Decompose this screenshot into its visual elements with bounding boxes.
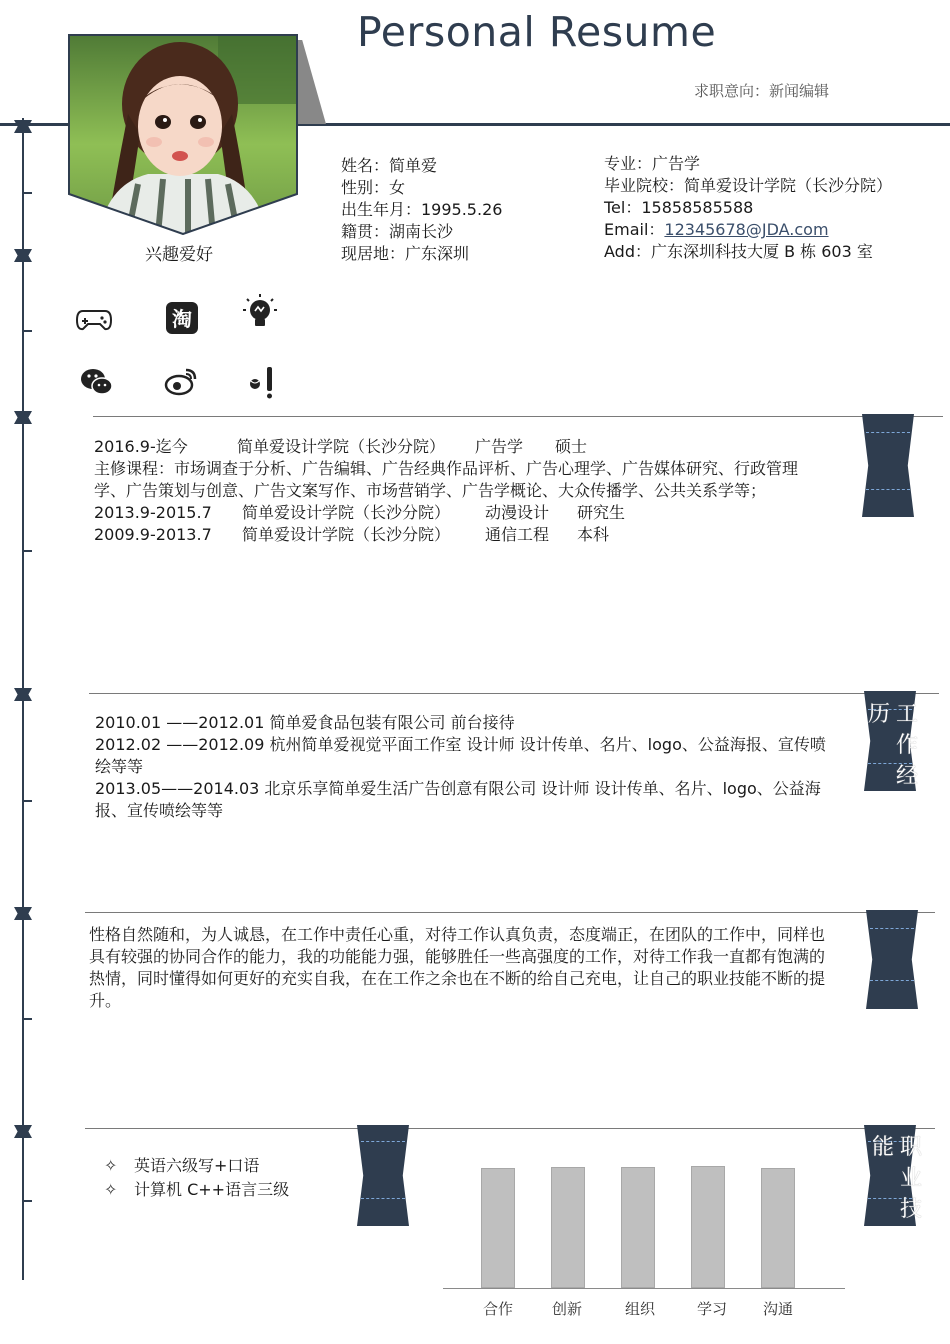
info-name: 姓名：简单爱 xyxy=(341,156,438,175)
work-entry: 2010.01 ——2012.01 简单爱食品包装有限公司 前台接待 xyxy=(95,713,515,732)
skill-label: 英语六级写+口语 xyxy=(134,1156,260,1175)
info-residence: 现居地：广东深圳 xyxy=(341,244,470,263)
skills-banner-char: 技 xyxy=(900,1197,923,1222)
chart-category-label: 学习 xyxy=(696,1300,727,1318)
work-banner-side-char: 历 xyxy=(868,702,891,727)
self-evaluation-banner xyxy=(866,910,918,1009)
info-email xyxy=(604,219,892,241)
profile-photo xyxy=(68,34,298,235)
skills-list xyxy=(104,1154,289,1202)
gamepad-icon xyxy=(75,300,113,338)
timeline-tick xyxy=(22,330,32,332)
job-intent: 求职意向：新闻编辑 xyxy=(694,82,830,100)
section-divider xyxy=(85,1128,935,1129)
timeline-tick xyxy=(22,1018,32,1020)
page-title: Personal Resume xyxy=(357,8,717,56)
education-row xyxy=(94,436,822,458)
info-gender: 性别：女 xyxy=(341,178,406,197)
education-courses: 主修课程：市场调查于分析、广告编辑、广告经典作品评析、广告心理学、广告媒体研究、行政管理学、广告策划与创意、广告文案写作、市场营销学、广告学概论、大众传播学、公共关系学等； xyxy=(94,459,799,500)
education-period: 2016.9-迄今 xyxy=(94,437,188,456)
education-row xyxy=(94,502,822,524)
education-section xyxy=(94,436,822,546)
skills-banner-char: 业 xyxy=(900,1166,923,1191)
education-period: 2009.9-2013.7 xyxy=(94,525,212,544)
basic-info-left xyxy=(341,155,502,265)
skill-bullet: ✧ xyxy=(104,1180,118,1199)
section-divider xyxy=(85,912,935,913)
education-major: 通信工程 xyxy=(485,525,550,544)
info-school: 毕业院校：简单爱设计学院（长沙分院） xyxy=(604,176,893,195)
chart-category-label: 创新 xyxy=(551,1300,582,1318)
skills-banner-left xyxy=(357,1125,409,1226)
timeline-marker xyxy=(14,688,32,701)
education-major: 动漫设计 xyxy=(485,503,550,522)
basic-info-right xyxy=(604,153,892,263)
sports-icon xyxy=(245,363,283,401)
education-row xyxy=(94,524,822,546)
info-address: Add：广东深圳科技大厦 B 栋 603 室 xyxy=(604,242,873,261)
timeline-marker xyxy=(14,249,32,262)
education-school: 简单爱设计学院（长沙分院） xyxy=(242,525,451,544)
section-divider xyxy=(89,693,939,694)
chart-category-label: 组织 xyxy=(624,1300,655,1318)
lightbulb-icon xyxy=(241,293,279,331)
work-banner-char: 作 xyxy=(896,733,919,758)
education-degree: 本科 xyxy=(577,525,610,544)
education-degree: 硕士 xyxy=(555,437,588,456)
chart-bar xyxy=(621,1167,655,1288)
email-link[interactable]: 12345678@JDA.com xyxy=(664,220,829,239)
timeline-tick xyxy=(22,1200,32,1202)
timeline-marker xyxy=(14,411,32,424)
skill-item xyxy=(104,1178,289,1202)
timeline-tick xyxy=(22,550,32,552)
chart-x-axis xyxy=(443,1288,845,1289)
chart-category-label: 沟通 xyxy=(762,1300,793,1318)
timeline-marker xyxy=(14,120,32,133)
chart-category-label: 合作 xyxy=(482,1300,513,1318)
education-banner xyxy=(862,414,914,517)
work-banner-char: 经 xyxy=(896,764,919,789)
skill-item xyxy=(104,1154,289,1178)
education-school: 简单爱设计学院（长沙分院） xyxy=(237,437,446,456)
svg-text:淘: 淘 xyxy=(172,307,192,331)
timeline-tick xyxy=(22,192,32,194)
skills-banner-char: 职 xyxy=(900,1135,923,1160)
wechat-icon xyxy=(78,363,116,401)
chart-bar xyxy=(481,1168,515,1288)
info-tel: Tel：15858585588 xyxy=(604,198,754,217)
taobao-icon xyxy=(163,299,201,337)
timeline-marker xyxy=(14,907,32,920)
info-major: 专业：广告学 xyxy=(604,154,701,173)
chart-bar xyxy=(551,1167,585,1288)
info-native-place: 籍贯：湖南长沙 xyxy=(341,222,454,241)
skill-bullet: ✧ xyxy=(104,1156,118,1175)
section-divider xyxy=(93,416,943,417)
weibo-icon xyxy=(162,362,200,400)
self-evaluation-text: 性格自然随和，为人诚恳，在工作中责任心重，对待工作认真负责，态度端正，在团队的工作中，同样也具有较强的协同合作的能力，我的功能能力强，能够胜任一些高强度的工作，对待工作我一直都有饱满的热情，同时懂得如何更好的充实自我，在在工作之余也在不断的给自己充电，让自己的职业技能不断的提升。 xyxy=(89,925,826,1010)
skills-banner-side-char: 能 xyxy=(872,1135,895,1160)
skill-label: 计算机 C++语言三级 xyxy=(134,1180,290,1199)
info-birth: 出生年月：1995.5.26 xyxy=(341,200,503,219)
education-period: 2013.9-2015.7 xyxy=(94,503,212,522)
timeline-tick xyxy=(22,800,32,802)
work-banner-char: 工 xyxy=(896,702,919,727)
email-label: Email： xyxy=(604,220,665,239)
hobbies-title: 兴趣爱好 xyxy=(145,245,213,265)
education-degree: 研究生 xyxy=(577,503,626,522)
education-school: 简单爱设计学院（长沙分院） xyxy=(242,503,451,522)
work-experience-section xyxy=(95,712,830,822)
work-entry: 2013.05——2014.03 北京乐享简单爱生活广告创意有限公司 设计师 设计传单、名片、logo、公益海报、宣传喷绘等等 xyxy=(95,779,821,820)
work-entry: 2012.02 ——2012.09 杭州简单爱视觉平面工作室 设计师 设计传单、名片、logo、公益海报、宣传喷绘等等 xyxy=(95,735,826,776)
education-major: 广告学 xyxy=(475,437,524,456)
chart-bar xyxy=(691,1166,725,1288)
timeline-marker xyxy=(14,1125,32,1138)
chart-bar xyxy=(761,1168,795,1288)
